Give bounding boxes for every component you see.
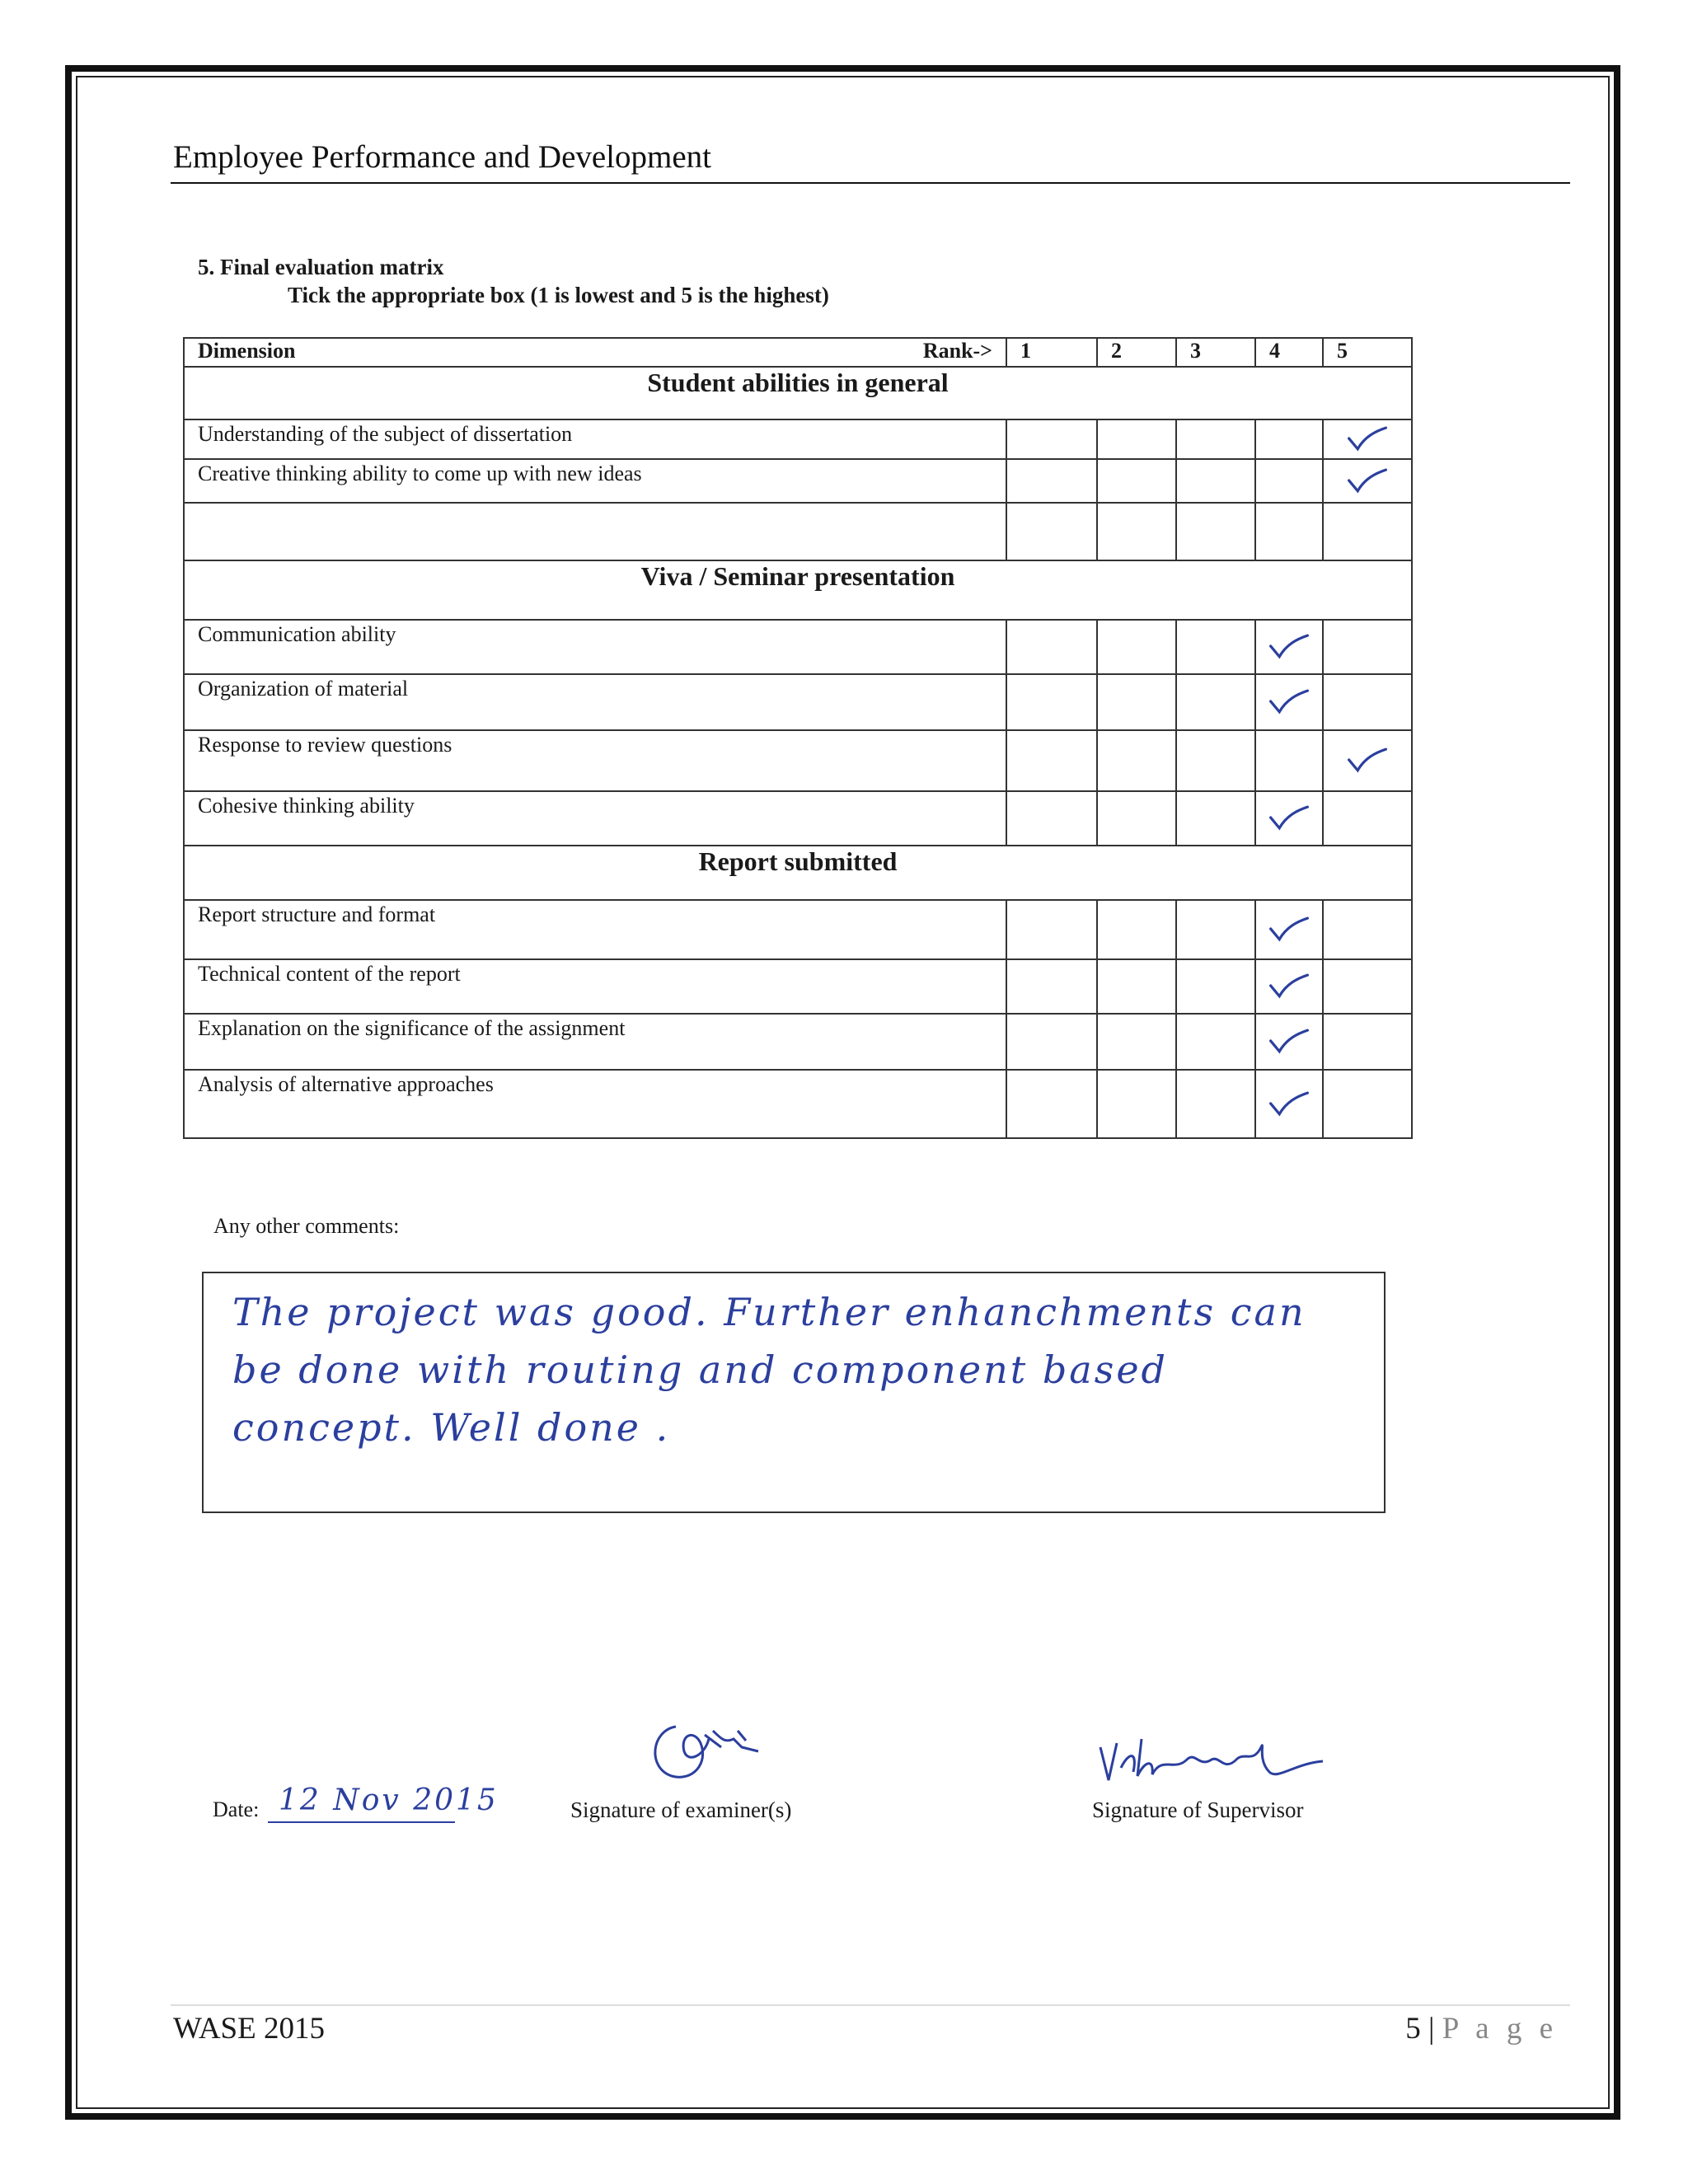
supervisor-signature: [1096, 1735, 1327, 1793]
group-row: [184, 367, 1412, 419]
criterion-row: [184, 503, 1412, 560]
criterion-label: Cohesive thinking ability: [184, 791, 1006, 846]
rank-cell-3[interactable]: [1176, 419, 1255, 459]
footer-page: [1405, 2011, 1558, 2046]
examiner-signature-label: Signature of examiner(s): [570, 1797, 792, 1822]
rank-header-4: 4: [1255, 338, 1323, 367]
checkmark-icon: [1267, 973, 1311, 1000]
section-instruction: Tick the appropriate box (1 is lowest and 5 is the highest): [288, 283, 829, 307]
dimension-label: Dimension: [198, 339, 296, 363]
checkmark-icon: [1267, 1091, 1311, 1118]
rank-cell-2[interactable]: [1097, 730, 1176, 791]
criterion-label: Report structure and format: [184, 900, 1006, 959]
rank-cell-2[interactable]: [1097, 1014, 1176, 1070]
criterion-label: Response to review questions: [184, 730, 1006, 791]
rank-cell-5[interactable]: [1323, 620, 1412, 674]
rank-header-1: 1: [1006, 338, 1097, 367]
criterion-row: [184, 1014, 1412, 1070]
criterion-label: Technical content of the report: [184, 959, 1006, 1014]
rank-cell-1[interactable]: [1006, 730, 1097, 791]
group-row: [184, 846, 1412, 900]
criterion-row: [184, 620, 1412, 674]
group-title: Report submitted: [184, 846, 1412, 900]
criterion-label: Communication ability: [184, 620, 1006, 674]
header-title: Employee Performance and Development: [173, 139, 712, 175]
rank-cell-4[interactable]: [1255, 791, 1323, 846]
rank-cell-5[interactable]: [1323, 419, 1412, 459]
rank-header-5: 5: [1323, 338, 1412, 367]
rank-cell-5[interactable]: [1323, 900, 1412, 959]
rank-cell-3[interactable]: [1176, 1070, 1255, 1138]
checkmark-icon: [1267, 689, 1311, 715]
criterion-row: [184, 419, 1412, 459]
examiner-signature: [643, 1706, 767, 1788]
rank-cell-3[interactable]: [1176, 459, 1255, 503]
rank-cell-1[interactable]: [1006, 1014, 1097, 1070]
rank-cell-3[interactable]: [1176, 674, 1255, 730]
rank-cell-1[interactable]: [1006, 459, 1097, 503]
rank-cell-1[interactable]: [1006, 1070, 1097, 1138]
group-title: Student abilities in general: [184, 367, 1412, 419]
matrix-header-row: [184, 338, 1412, 367]
rank-cell-4[interactable]: [1255, 730, 1323, 791]
rank-cell-4[interactable]: [1255, 419, 1323, 459]
checkmark-icon: [1267, 805, 1311, 832]
comments-text: The project was good. Further enhanchments can be done with routing and component based concept. Well done .: [232, 1290, 1306, 1450]
criterion-label: Explanation on the significance of the assignment: [184, 1014, 1006, 1070]
dimension-header: [184, 338, 1006, 367]
criterion-label: Creative thinking ability to come up with new ideas: [184, 459, 1006, 503]
rank-cell-2[interactable]: [1097, 459, 1176, 503]
rank-cell-3[interactable]: [1176, 620, 1255, 674]
rank-cell-5[interactable]: [1323, 959, 1412, 1014]
rank-cell-3[interactable]: [1176, 959, 1255, 1014]
page-separator: |: [1428, 2012, 1435, 2046]
rank-cell-5[interactable]: [1323, 791, 1412, 846]
criterion-row: [184, 674, 1412, 730]
comments-box: [202, 1272, 1386, 1513]
criterion-label: Organization of material: [184, 674, 1006, 730]
footer-rule: [171, 2004, 1570, 2006]
rank-cell-3[interactable]: [1176, 503, 1255, 560]
checkmark-icon: [1345, 748, 1390, 774]
rank-cell-3[interactable]: [1176, 791, 1255, 846]
rank-cell-2[interactable]: [1097, 674, 1176, 730]
criterion-row: [184, 959, 1412, 1014]
rank-cell-2[interactable]: [1097, 900, 1176, 959]
rank-cell-4[interactable]: [1255, 1070, 1323, 1138]
rank-cell-4[interactable]: [1255, 674, 1323, 730]
criterion-label: Understanding of the subject of dissertation: [184, 419, 1006, 459]
rank-cell-5[interactable]: [1323, 1014, 1412, 1070]
rank-cell-4[interactable]: [1255, 959, 1323, 1014]
evaluation-matrix: [183, 337, 1413, 1139]
rank-cell-5[interactable]: [1323, 674, 1412, 730]
rank-cell-4[interactable]: [1255, 900, 1323, 959]
rank-cell-2[interactable]: [1097, 791, 1176, 846]
criterion-label: Analysis of alternative approaches: [184, 1070, 1006, 1138]
rank-cell-5[interactable]: [1323, 730, 1412, 791]
rank-cell-4[interactable]: [1255, 620, 1323, 674]
rank-cell-1[interactable]: [1006, 620, 1097, 674]
checkmark-icon: [1267, 634, 1311, 660]
criterion-row: [184, 900, 1412, 959]
criterion-row: [184, 791, 1412, 846]
criterion-label: [184, 503, 1006, 560]
criterion-row: [184, 1070, 1412, 1138]
rank-cell-5[interactable]: [1323, 459, 1412, 503]
rank-header-2: 2: [1097, 338, 1176, 367]
checkmark-icon: [1345, 426, 1390, 452]
rank-cell-3[interactable]: [1176, 900, 1255, 959]
criterion-row: [184, 730, 1412, 791]
date-value: 12 Nov 2015: [279, 1783, 499, 1817]
rank-header-3: 3: [1176, 338, 1255, 367]
rank-cell-1[interactable]: [1006, 419, 1097, 459]
page-word: P a g e: [1442, 2012, 1558, 2046]
section-title: 5. Final evaluation matrix: [198, 255, 444, 279]
group-row: [184, 560, 1412, 620]
date-underline: [268, 1821, 455, 1823]
rank-cell-5[interactable]: [1323, 1070, 1412, 1138]
rank-cell-1[interactable]: [1006, 503, 1097, 560]
rank-cell-1[interactable]: [1006, 900, 1097, 959]
group-title: Viva / Seminar presentation: [184, 560, 1412, 620]
page-number: 5: [1405, 2012, 1421, 2046]
rank-cell-3[interactable]: [1176, 1014, 1255, 1070]
rank-cell-1[interactable]: [1006, 791, 1097, 846]
comments-label: Any other comments:: [213, 1214, 400, 1238]
checkmark-icon: [1267, 1029, 1311, 1055]
footer-left: WASE 2015: [173, 2012, 325, 2046]
rank-cell-2[interactable]: [1097, 620, 1176, 674]
header-rule: [171, 182, 1570, 184]
rank-cell-5[interactable]: [1323, 503, 1412, 560]
rank-cell-4[interactable]: [1255, 459, 1323, 503]
rank-cell-4[interactable]: [1255, 503, 1323, 560]
rank-cell-1[interactable]: [1006, 959, 1097, 1014]
rank-cell-4[interactable]: [1255, 1014, 1323, 1070]
rank-cell-2[interactable]: [1097, 959, 1176, 1014]
rank-label: Rank->: [922, 339, 992, 363]
checkmark-icon: [1267, 916, 1311, 943]
supervisor-signature-label: Signature of Supervisor: [1092, 1797, 1304, 1822]
checkmark-icon: [1345, 468, 1390, 494]
rank-cell-2[interactable]: [1097, 419, 1176, 459]
rank-cell-3[interactable]: [1176, 730, 1255, 791]
rank-cell-2[interactable]: [1097, 503, 1176, 560]
rank-cell-2[interactable]: [1097, 1070, 1176, 1138]
rank-cell-1[interactable]: [1006, 674, 1097, 730]
date-label: Date:: [213, 1797, 260, 1821]
criterion-row: [184, 459, 1412, 503]
